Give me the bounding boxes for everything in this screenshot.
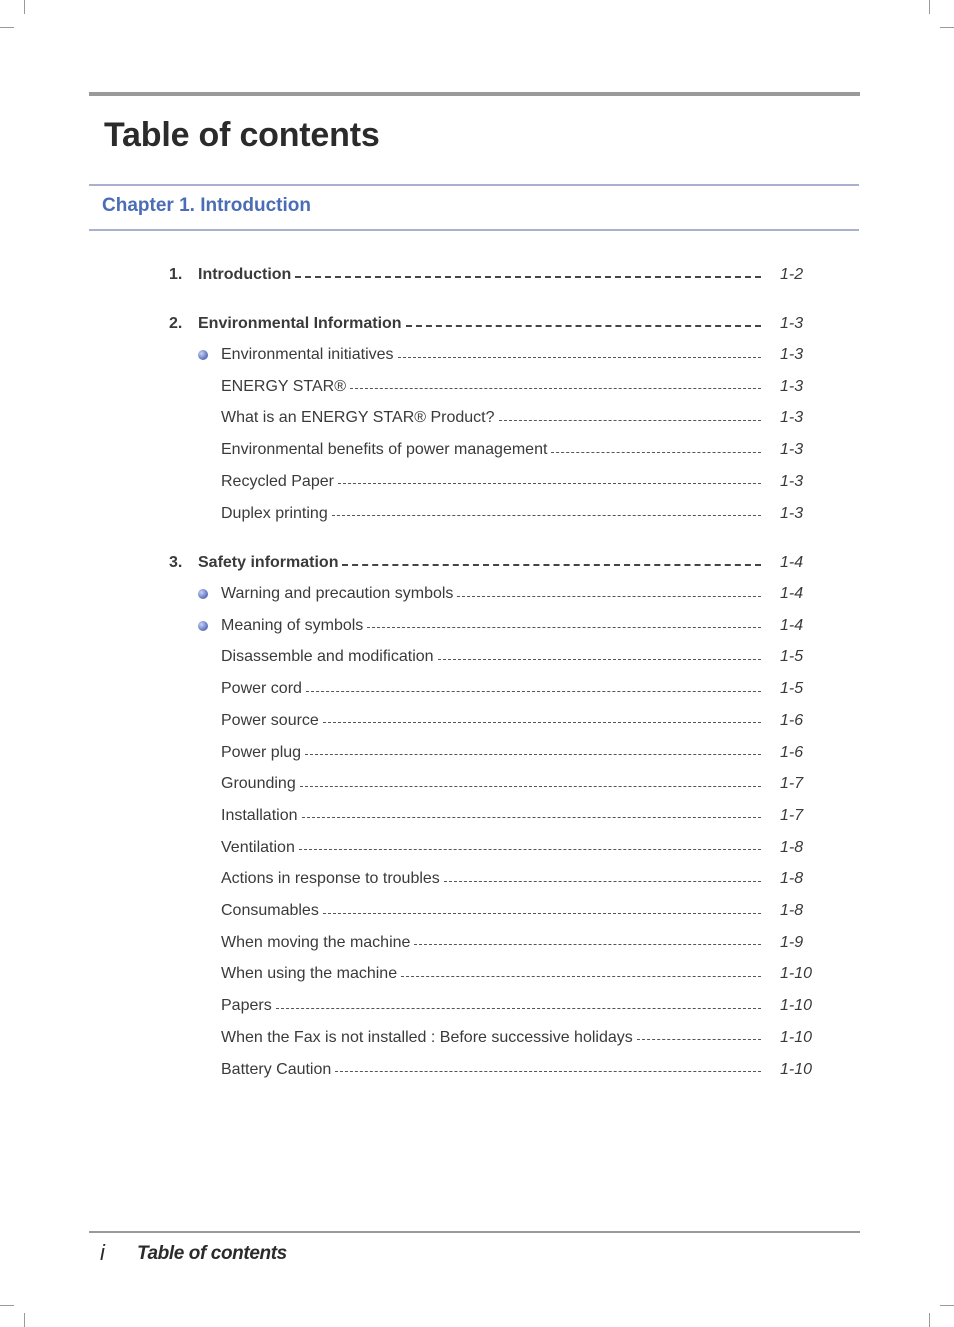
toc-label: Environmental Information: [198, 315, 402, 332]
dot-leader: [323, 722, 761, 723]
toc-entry[interactable]: [0, 583, 954, 605]
toc-leader-line: [221, 646, 767, 668]
toc-leader-line: [221, 868, 767, 890]
toc-page-number: 1-3: [780, 441, 804, 459]
dot-leader: [335, 1071, 761, 1072]
dot-leader: [438, 659, 761, 660]
toc-leader-line: [221, 1059, 767, 1081]
toc-label: When moving the machine: [221, 933, 411, 951]
toc-entry[interactable]: [0, 805, 954, 827]
toc-label: Environmental initiatives: [221, 346, 394, 363]
toc-page-number: 1-8: [780, 902, 804, 919]
toc-label: Grounding: [221, 775, 296, 793]
dot-leader: [342, 564, 761, 566]
toc-leader-line: [221, 1027, 767, 1049]
toc-page-number: 1-9: [780, 933, 804, 951]
toc-page-number: 1-7: [780, 806, 804, 824]
toc-label: Power cord: [221, 680, 302, 698]
toc-label: Duplex printing: [221, 504, 328, 522]
toc-entry[interactable]: [0, 407, 954, 429]
toc-entry[interactable]: [0, 932, 954, 954]
toc-entry[interactable]: [0, 900, 954, 922]
toc-label: Warning and precaution symbols: [221, 585, 454, 602]
toc-label: When the Fax is not installed : Before successive holidays: [221, 1028, 633, 1046]
toc-section[interactable]: [0, 313, 954, 335]
dot-leader: [299, 849, 761, 850]
toc-leader-line: [221, 678, 767, 700]
page-title: Table of contents: [104, 116, 380, 154]
toc-entry[interactable]: [0, 710, 954, 732]
toc-label: Power plug: [221, 743, 302, 761]
toc-entry[interactable]: [0, 868, 954, 890]
toc-entry[interactable]: [0, 995, 954, 1017]
toc-label: Introduction: [198, 266, 292, 283]
toc-label: What is an ENERGY STAR® Product?: [221, 409, 495, 427]
toc-label: Ventilation: [221, 838, 295, 856]
toc-page-number: 1-10: [780, 997, 813, 1015]
toc-entry[interactable]: [0, 376, 954, 398]
dot-leader: [295, 276, 761, 278]
dot-leader: [499, 420, 761, 421]
toc-label: Disassemble and modification: [221, 648, 434, 666]
toc-leader-line: [221, 439, 767, 461]
toc-label: ENERGY STAR®: [221, 377, 346, 395]
toc-page-number: 1-4: [780, 616, 804, 634]
toc-leader-line: [198, 552, 767, 574]
dot-leader: [305, 754, 761, 755]
toc-entry[interactable]: [0, 471, 954, 493]
bullet-icon: [198, 350, 208, 360]
toc-entry[interactable]: [0, 773, 954, 795]
toc-label: Actions in response to troubles: [221, 870, 440, 888]
toc-page-number: 1-2: [780, 266, 804, 283]
toc-page-number: 1-4: [780, 585, 804, 602]
toc-entry[interactable]: [0, 1059, 954, 1081]
dot-leader: [332, 515, 761, 516]
toc-entry[interactable]: [0, 678, 954, 700]
toc-leader-line: [221, 407, 767, 429]
toc-entry[interactable]: [0, 742, 954, 764]
toc-section[interactable]: [0, 552, 954, 574]
dot-leader: [637, 1039, 761, 1040]
toc-leader-line: [221, 963, 767, 985]
toc-leader-line: [221, 710, 767, 732]
toc-entry[interactable]: [0, 837, 954, 859]
toc-label: Power source: [221, 711, 319, 729]
footer-page-number: i: [100, 1240, 105, 1265]
dot-leader: [302, 817, 762, 818]
toc-page-number: 1-8: [780, 838, 804, 856]
toc-page-number: 1-6: [780, 711, 804, 729]
dot-leader: [350, 388, 761, 389]
dot-leader: [414, 944, 761, 945]
dot-leader: [338, 483, 761, 484]
toc-label: Consumables: [221, 902, 319, 919]
toc-leader-line: [221, 344, 767, 366]
toc-section-number: 2.: [169, 315, 183, 332]
toc-leader-line: [198, 264, 767, 286]
toc-leader-line: [221, 376, 767, 398]
dot-leader: [551, 452, 761, 453]
toc-leader-line: [221, 583, 767, 605]
toc-page-number: 1-3: [780, 472, 804, 490]
toc-section[interactable]: [0, 264, 954, 286]
dot-leader: [406, 325, 761, 327]
dot-leader: [398, 357, 761, 358]
bullet-icon: [198, 621, 208, 631]
dot-leader: [401, 976, 761, 977]
footer-title: Table of contents: [137, 1243, 287, 1264]
toc-leader-line: [221, 773, 767, 795]
toc-page-number: 1-4: [780, 554, 804, 571]
toc-page-number: 1-7: [780, 775, 804, 793]
toc-leader-line: [221, 471, 767, 493]
toc-entry[interactable]: [0, 439, 954, 461]
toc-entry[interactable]: [0, 503, 954, 525]
dot-leader: [276, 1008, 761, 1009]
toc-leader-line: [221, 805, 767, 827]
dot-leader: [367, 627, 761, 628]
toc-leader-line: [221, 615, 767, 637]
footer-rule: [89, 1231, 860, 1233]
toc-entry[interactable]: [0, 344, 954, 366]
toc-entry[interactable]: [0, 963, 954, 985]
toc-label: Environmental benefits of power management: [221, 441, 548, 459]
toc-leader-line: [198, 313, 767, 335]
toc-page-number: 1-3: [780, 504, 804, 522]
toc-label: Safety information: [198, 554, 339, 571]
toc-label: When using the machine: [221, 965, 398, 983]
dot-leader: [444, 881, 761, 882]
dot-leader: [323, 913, 761, 914]
toc-page-number: 1-6: [780, 743, 804, 761]
toc-label: Installation: [221, 806, 298, 824]
bullet-icon: [198, 589, 208, 599]
toc-leader-line: [221, 503, 767, 525]
toc-page-number: 1-10: [780, 1028, 813, 1046]
toc-leader-line: [221, 900, 767, 922]
toc-page-number: 1-10: [780, 965, 813, 983]
toc-entry[interactable]: [0, 1027, 954, 1049]
toc-page-number: 1-3: [780, 315, 804, 332]
toc-label: Papers: [221, 997, 272, 1015]
toc-label: Meaning of symbols: [221, 616, 364, 634]
toc-page-number: 1-3: [780, 346, 804, 363]
dot-leader: [457, 596, 761, 597]
toc-page-number: 1-3: [780, 409, 804, 427]
toc-entry[interactable]: [0, 646, 954, 668]
toc-leader-line: [221, 932, 767, 954]
toc-leader-line: [221, 995, 767, 1017]
toc-page-number: 1-8: [780, 870, 804, 888]
chapter-heading: Chapter 1. Introduction: [102, 195, 311, 216]
toc-leader-line: [221, 837, 767, 859]
toc-page-number: 1-3: [780, 377, 804, 395]
dot-leader: [300, 786, 761, 787]
toc-page-number: 1-5: [780, 648, 804, 666]
toc-page-number: 1-10: [780, 1060, 813, 1078]
toc-leader-line: [221, 742, 767, 764]
toc-label: Battery Caution: [221, 1060, 332, 1078]
toc-page-number: 1-5: [780, 680, 804, 698]
toc-section-number: 1.: [169, 266, 183, 283]
toc-section-number: 3.: [169, 554, 183, 571]
dot-leader: [306, 691, 761, 692]
toc-label: Recycled Paper: [221, 472, 334, 490]
toc-entry[interactable]: [0, 615, 954, 637]
